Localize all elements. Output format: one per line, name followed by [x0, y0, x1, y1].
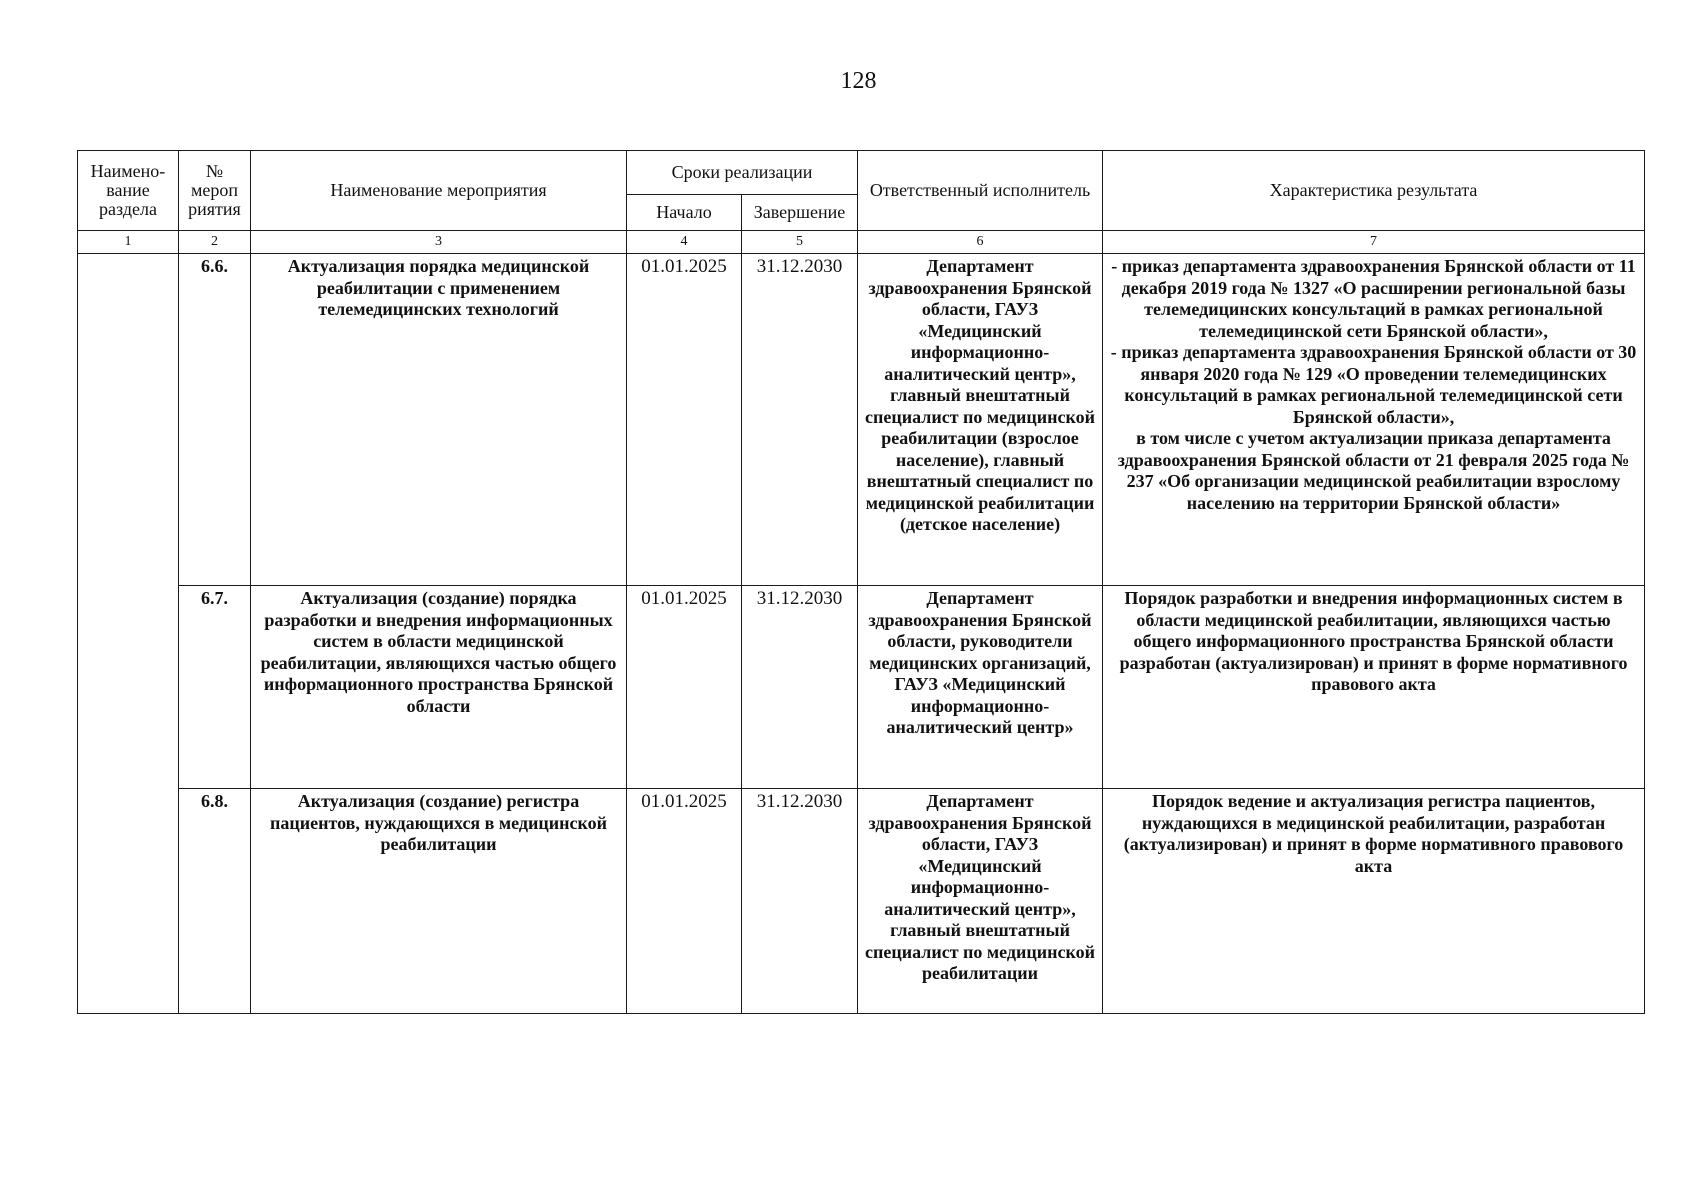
header-start: Начало: [627, 195, 742, 231]
column-number-7: 7: [1103, 231, 1645, 254]
end-date: 31.12.2030: [742, 254, 858, 586]
page-number: 128: [840, 68, 877, 94]
header-section: Наимено-вание раздела: [78, 151, 179, 231]
section-name-cell: [78, 254, 179, 1014]
responsible-executor: Департамент здравоохранения Брянской области, ГАУЗ «Медицинский информационно-аналитический центр», главный внештатный специалист по медицинской реабилитации: [858, 789, 1103, 1014]
end-date: 31.12.2030: [742, 789, 858, 1014]
column-number-1: 1: [78, 231, 179, 254]
activity-number: 6.6.: [179, 254, 251, 586]
start-date: 01.01.2025: [627, 254, 742, 586]
table-row: [78, 254, 1645, 586]
responsible-executor: Департамент здравоохранения Брянской области, руководители медицинских организаций, ГАУЗ «Медицинский информационно-аналитический центр»: [858, 586, 1103, 789]
end-date: 31.12.2030: [742, 586, 858, 789]
start-date: 01.01.2025: [627, 789, 742, 1014]
column-number-3: 3: [251, 231, 627, 254]
activity-name: Актуализация (создание) регистра пациентов, нуждающихся в медицинской реабилитации: [251, 789, 627, 1014]
header-terms: Сроки реализации: [627, 151, 858, 195]
result-description: Порядок разработки и внедрения информационных систем в области медицинской реабилитации, являющихся частью общего информационного пространства Брянской области разработан (актуализирован) и принят в форме нормативного правового акта: [1103, 586, 1645, 789]
header-name: Наименование мероприятия: [251, 151, 627, 231]
activity-name: Актуализация (создание) порядка разработки и внедрения информационных систем в области медицинской реабилитации, являющихся частью общего информационного пространства Брянской области: [251, 586, 627, 789]
result-description: - приказ департамента здравоохранения Брянской области от 11 декабря 2019 года № 1327 «О расширении региональной базы телемедицинских консультаций в рамках региональной телемедицинской сети Брянской области», - приказ департамента здравоохранения Брянской области от 30 января 2020 года № 129 «О проведении телемедицинских консультаций в рамках региональной телемедицинской сети Брянской области», в том числе с учетом актуализации приказа департамента здравоохранения Брянской области от 21 февраля 2025 года № 237 «Об организации медицинской реабилитации взрослому населению на территории Брянской области»: [1103, 254, 1645, 586]
column-number-2: 2: [179, 231, 251, 254]
activity-number: 6.7.: [179, 586, 251, 789]
header-number: № мероп риятия: [179, 151, 251, 231]
header-executor: Ответственный исполнитель: [858, 151, 1103, 231]
start-date: 01.01.2025: [627, 586, 742, 789]
result-description: Порядок ведение и актуализация регистра пациентов, нуждающихся в медицинской реабилитации, разработан (актуализирован) и принят в форме нормативного правового акта: [1103, 789, 1645, 1014]
table-row: [78, 789, 1645, 1014]
header-result: Характеристика результата: [1103, 151, 1645, 231]
column-number-4: 4: [627, 231, 742, 254]
header-end: Завершение: [742, 195, 858, 231]
activity-name: Актуализация порядка медицинской реабилитации с применением телемедицинских технологий: [251, 254, 627, 586]
column-number-6: 6: [858, 231, 1103, 254]
activities-table: [77, 150, 1645, 1014]
responsible-executor: Департамент здравоохранения Брянской области, ГАУЗ «Медицинский информационно-аналитический центр», главный внештатный специалист по медицинской реабилитации (взрослое население), главный внештатный специалист по медицинской реабилитации (детское население): [858, 254, 1103, 586]
column-number-5: 5: [742, 231, 858, 254]
activity-number: 6.8.: [179, 789, 251, 1014]
table-row: [78, 586, 1645, 789]
